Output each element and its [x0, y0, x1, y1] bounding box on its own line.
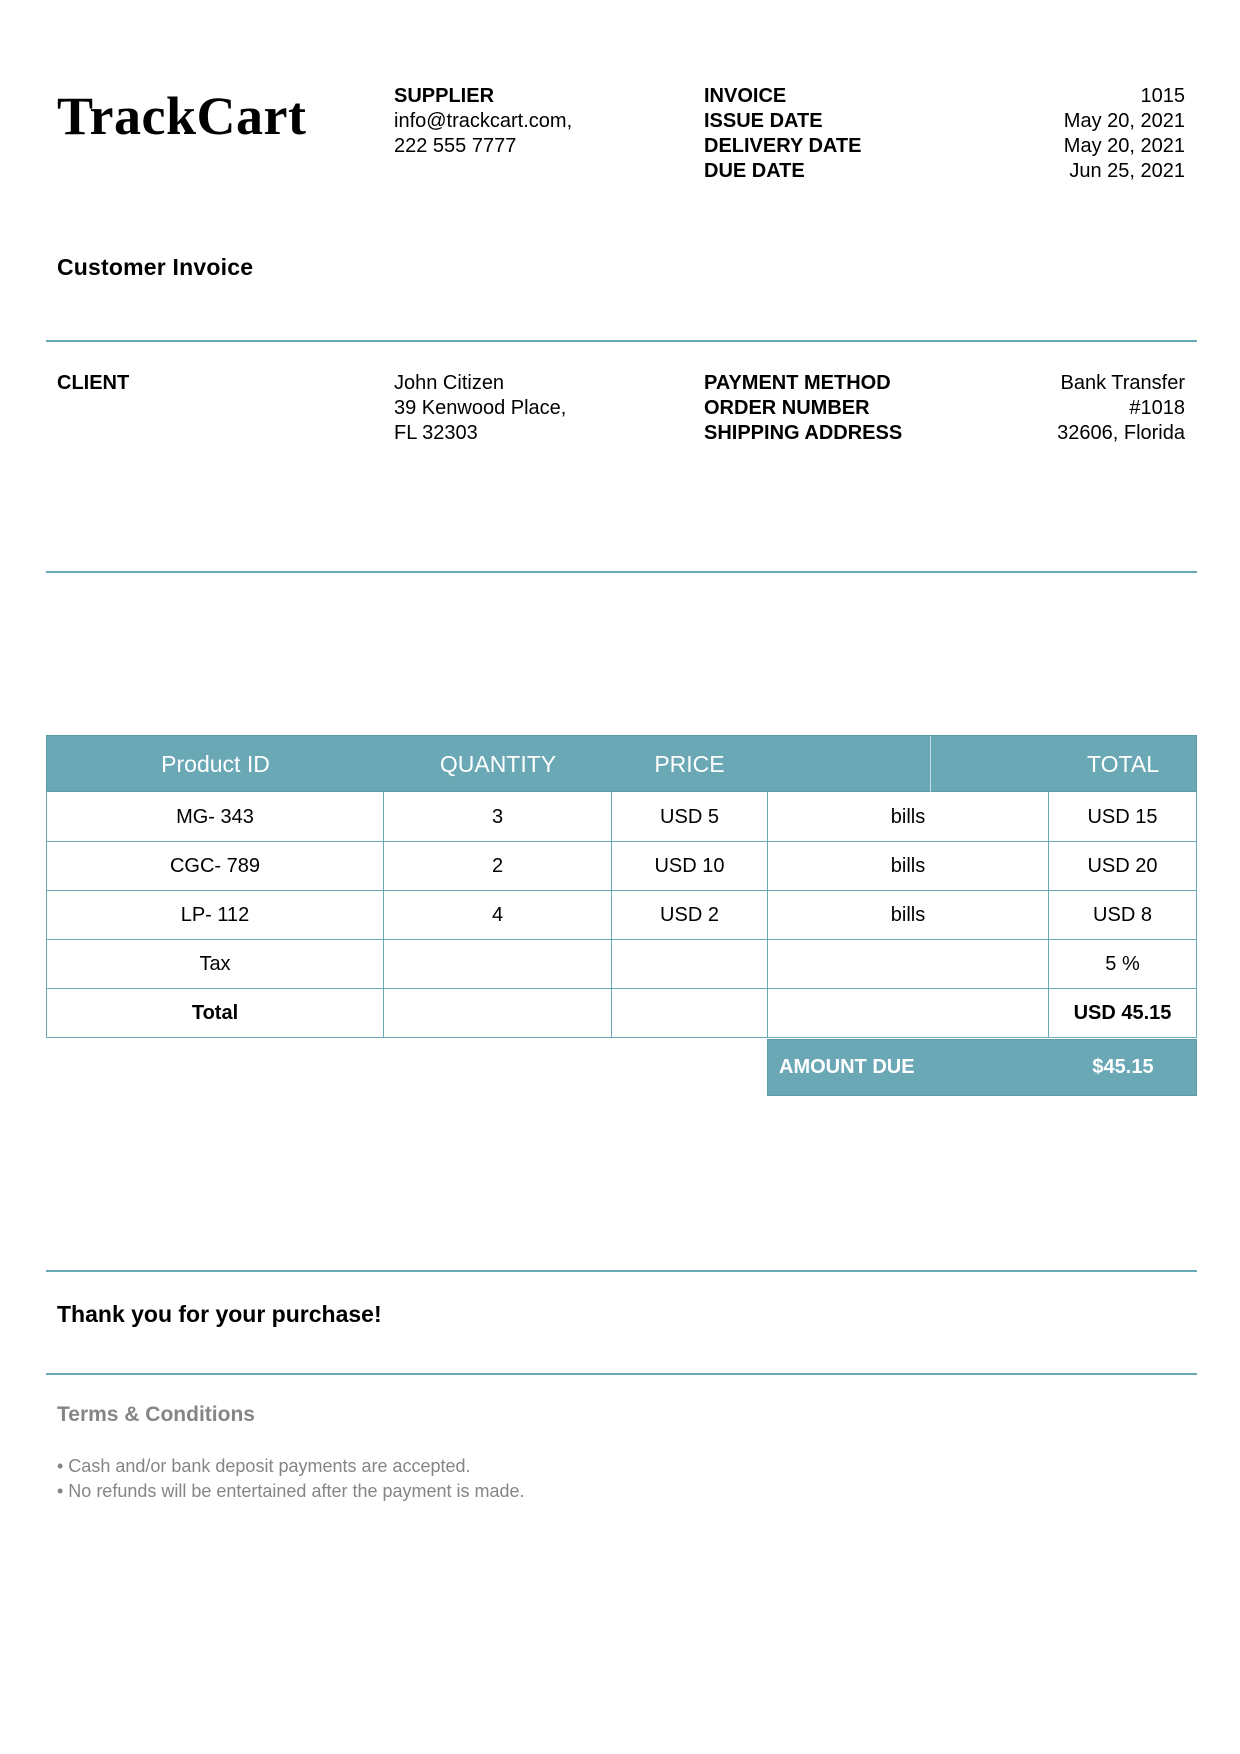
table-row [46, 891, 1197, 940]
amount-due-label: AMOUNT DUE [779, 1056, 915, 1078]
total-label: Total [46, 989, 383, 1038]
delivery-date-label: DELIVERY DATE [704, 135, 862, 157]
cell-product-id: LP- 112 [46, 891, 383, 940]
cell-price: USD 10 [611, 842, 767, 891]
header-divider [930, 736, 931, 793]
cell-total: USD 15 [1048, 792, 1197, 842]
due-date-value: Jun 25, 2021 [1069, 160, 1185, 182]
supplier-phone: 222 555 7777 [394, 135, 517, 157]
invoice-number-label: INVOICE [704, 85, 787, 107]
cell-quantity: 3 [383, 792, 611, 842]
cell-unit: bills [767, 842, 1048, 891]
cell-price: USD 5 [611, 792, 767, 842]
payment-method-value: Bank Transfer [1060, 372, 1185, 394]
invoice-meta-values [985, 84, 1185, 184]
client-address-line1: 39 Kenwood Place, [394, 397, 567, 419]
invoice-number-value: 1015 [1140, 85, 1185, 107]
cell-unit: bills [767, 792, 1048, 842]
divider-thanks-bottom [46, 1373, 1197, 1375]
order-meta-values [985, 371, 1185, 446]
invoice-meta-labels [704, 84, 861, 184]
order-number-label: ORDER NUMBER [704, 397, 870, 419]
tax-row [46, 940, 1197, 989]
supplier-block [394, 84, 572, 159]
amount-due-box [767, 1039, 1197, 1096]
cell-price: USD 2 [611, 891, 767, 940]
terms-title: Terms & Conditions [57, 1403, 255, 1426]
empty-cell [611, 940, 767, 989]
terms-item: • Cash and/or bank deposit payments are accepted. [57, 1456, 471, 1476]
header-price: PRICE [654, 751, 725, 777]
table-header [46, 735, 1197, 792]
thank-you-message: Thank you for your purchase! [57, 1301, 382, 1327]
supplier-label: SUPPLIER [394, 85, 495, 107]
total-value: USD 45.15 [1048, 989, 1197, 1038]
client-name: John Citizen [394, 372, 505, 394]
cell-quantity: 4 [383, 891, 611, 940]
header-quantity: QUANTITY [439, 751, 557, 777]
divider-top [46, 340, 1197, 342]
client-label: CLIENT [57, 372, 130, 394]
delivery-date-value: May 20, 2021 [1063, 135, 1185, 157]
terms-item: • No refunds will be entertained after the payment is made. [57, 1481, 525, 1501]
header-product-id: Product ID [161, 751, 270, 777]
shipping-address-label: SHIPPING ADDRESS [704, 422, 903, 444]
header-total: TOTAL [1087, 751, 1159, 777]
total-row [46, 989, 1197, 1038]
divider-middle [46, 571, 1197, 573]
amount-due-value: $45.15 [1092, 1056, 1154, 1078]
client-address-line2: FL 32303 [394, 422, 478, 444]
cell-quantity: 2 [383, 842, 611, 891]
empty-cell [383, 989, 611, 1038]
terms-list [57, 1454, 525, 1504]
tax-label: Tax [46, 940, 383, 989]
cell-total: USD 8 [1048, 891, 1197, 940]
empty-cell [383, 940, 611, 989]
table-row [46, 792, 1197, 842]
table-row [46, 842, 1197, 891]
company-logo: TrackCart [57, 86, 307, 146]
payment-method-label: PAYMENT METHOD [704, 372, 891, 394]
client-label-block [57, 371, 129, 396]
order-number-value: #1018 [1129, 397, 1185, 419]
empty-cell [767, 989, 1048, 1038]
tax-value: 5 % [1048, 940, 1197, 989]
issue-date-label: ISSUE DATE [704, 110, 823, 132]
divider-thanks-top [46, 1270, 1197, 1272]
issue-date-value: May 20, 2021 [1063, 110, 1185, 132]
shipping-address-value: 32606, Florida [1057, 422, 1185, 444]
client-details [394, 371, 566, 446]
empty-cell [611, 989, 767, 1038]
order-meta-labels [704, 371, 902, 446]
supplier-email: info@trackcart.com, [394, 110, 573, 132]
cell-total: USD 20 [1048, 842, 1197, 891]
empty-cell [767, 940, 1048, 989]
document-title: Customer Invoice [57, 254, 254, 280]
cell-product-id: CGC- 789 [46, 842, 383, 891]
cell-product-id: MG- 343 [46, 792, 383, 842]
cell-unit: bills [767, 891, 1048, 940]
due-date-label: DUE DATE [704, 160, 805, 182]
